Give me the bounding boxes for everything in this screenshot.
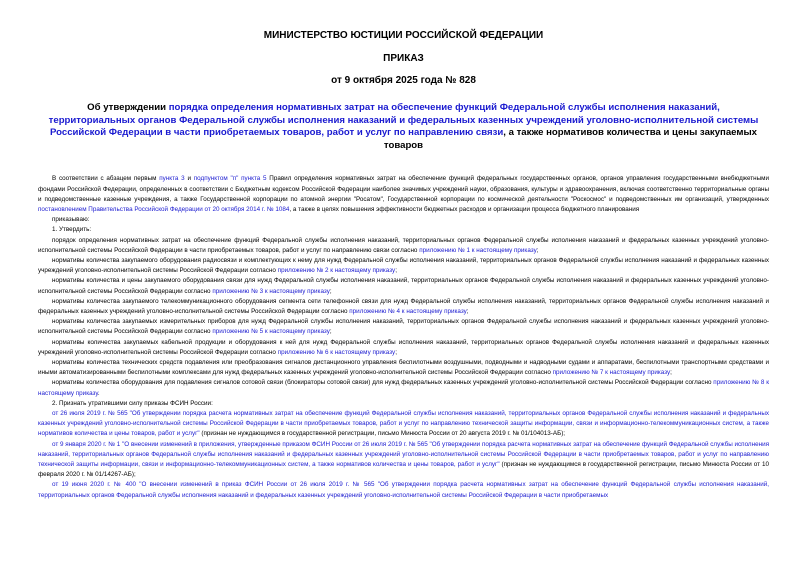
appendix-1-link[interactable]: приложению № 1 к настоящему приказу — [419, 246, 537, 254]
item-2-heading: 2. Признать утратившими силу приказы ФСИН России: — [52, 399, 213, 407]
approve-item-3: нормативы количества и цены закупаемого оборудования связи для нужд Федеральной службы исполнения наказаний, территориальных органов Федеральной службы исполнения наказаний и федеральных казенных учреждений уголовно-исполнительной системы Российской Федерации согласно приложению № 3 к настоящему приказу; — [38, 277, 769, 295]
title-prefix: Об утверждении — [87, 102, 169, 113]
appendix-4-link[interactable]: приложению № 4 к настоящему приказу — [349, 308, 467, 316]
appendix-2-link[interactable]: приложению № 2 к настоящему приказу — [277, 267, 396, 275]
government-decree-link[interactable]: постановлением Правительства Российской Федерации от 20 октября 2014 г. № 1084 — [38, 205, 290, 213]
approve-item-7: нормативы количества технических средств подавления или преобразования сигналов дистанционного управления беспилотными воздушными, подводными и надводными судами и аппаратами, беспилотными транспортными средствами и иными автоматизированными беспилотными комплексами для нужд федеральных казенных учреждений уголовно-исполнительной системы Российской Федерации согласно приложению № 7 к настоящему приказу; — [38, 359, 769, 377]
title-suffix: , а также нормативов количества и цены закупаемых товаров — [383, 127, 758, 151]
approve-item-1: порядок определения нормативных затрат на обеспечение функций Федеральной службы исполнения наказаний, территориальных органов Федеральной службы исполнения наказаний и федеральных казенных учреждений уголовно-исполнительной системы Российской Федерации в части приобретаемых товаров, работ и услуг по направлению связи согласно приложению № 1 к настоящему приказу; — [38, 236, 769, 254]
repealed-order-2: от 9 января 2020 г. № 1 "О внесении изменений в приложения, утвержденные приказом ФСИН России от 26 июля 2019 г. № 565 "Об утверждении порядка расчета нормативных затрат на обеспечение функций Федеральной службы исполнения наказаний, территориальных органов Федеральной службы исполнения наказаний и федеральных казенных учреждений уголовно-исполнительной системы Российской Федерации в части приобретаемых товаров, работ и услуг по направлению технической защиты информации, связи и информационно-телекоммуникационных систем, а также нормативов количества и цены товаров, работ и услуг" (признан не нуждающимся в государственной регистрации, письмо Минюста России от 10 февраля 2020 г. № 01/14267-АБ); — [38, 440, 769, 479]
item-1-heading: 1. Утвердить: — [52, 226, 92, 234]
order-date: от 9 октября 2025 года № 828 — [331, 75, 476, 86]
repealed-order-1: от 26 июля 2019 г. № 565 "Об утверждении порядка расчета нормативных затрат на обеспечение функций Федеральной службы исполнения наказаний, территориальных органов Федеральной службы исполнения наказаний и федеральных казенных учреждений уголовно-исполнительной системы Российской Федерации в части приобретаемых товаров, работ и услуг по направлению технической защиты информации, связи и информационно-телекоммуникационных систем, а также нормативов количества и цены товаров, работ и услуг" (признан не нуждающимся в государственной регистрации, письмо Минюста России от 20 августа 2019 г. № 01/104013-АБ); — [38, 410, 769, 438]
prikazyvayu-paragraph: приказываю: — [52, 216, 90, 224]
appendix-6-link[interactable]: приложению № 6 к настоящему приказу — [277, 348, 396, 356]
preamble-paragraph: В соответствии с абзацем первым пункта 3 и подпунктом "п" пункта 5 Правил определения нормативных затрат на обеспечение функций федеральных государственных органов, органов управления государственными внебюджетными фондами Российской Федерации, определенных в соответствии с Бюджетным кодексом Российской Федерации наиболее значимых учреждений науки, образования, культуры и здравоохранения, включая соответственно территориальные органы и подведомственные казенные учреждения, а также Государственной корпорации по атомной энергии "Росатом", Государственной корпорации по космической деятельности "Роскосмос" и подведомственных им организаций, утвержденных постановлением Правительства Российской Федерации от 20 октября 2014 г. № 1084, а также в целях повышения эффективности бюджетных расходов и организации процесса бюджетного планирования — [38, 175, 769, 213]
point-3-link[interactable]: пункта 3 — [159, 175, 185, 183]
appendix-5-link[interactable]: приложению № 5 к настоящему приказу — [212, 328, 330, 336]
order-title — [38, 102, 769, 152]
approve-item-6: нормативы количества закупаемых кабельной продукции и оборудования к ней для нужд Федеральной службы исполнения наказаний, территориальных органов Федеральной службы исполнения наказаний и федеральных казенных учреждений уголовно-исполнительной системы Российской Федерации согласно приложению № 6 к настоящему приказу; — [38, 338, 769, 356]
approve-item-5: нормативы количества закупаемых измерительных приборов для нужд Федеральной службы исполнения наказаний, территориальных органов Федеральной службы исполнения наказаний и федеральных казенных учреждений уголовно-исполнительной системы Российской Федерации согласно приложению № 5 к настоящему приказу; — [38, 318, 769, 336]
approve-item-8: нормативы количества оборудования для подавления сигналов сотовой связи (блокираторы сотовой связи) для нужд федеральных казенных учреждений уголовно-исполнительной системы Российской Федерации согласно приложению № 8 к настоящему приказу. — [38, 379, 769, 397]
title-procedure-link[interactable]: порядка определения нормативных затрат на обеспечение функций Федеральной службы исполнения наказаний, территориальных органов Федеральной службы исполнения наказаний и федеральных казенных учреждений уголовно-исполнительной системы Российской Федерации в части приобретаемых товаров, работ и услуг по направлению связи — [48, 102, 759, 139]
appendix-3-link[interactable]: приложению № 3 к настоящему приказу — [212, 287, 330, 295]
approve-item-2: нормативы количества закупаемого оборудования радиосвязи и комплектующих к нему для нужд Федеральной службы исполнения наказаний, территориальных органов Федеральной службы исполнения наказаний и федеральных казенных учреждений уголовно-исполнительной системы Российской Федерации согласно приложению № 2 к настоящему приказу; — [38, 257, 769, 275]
order-565-link[interactable]: от 26 июля 2019 г. № 565 "Об утверждении порядка расчета нормативных затрат на обеспечение функций Федеральной службы исполнения наказаний, территориальных органов Федеральной службы исполнения наказаний и федеральных казенных учреждений уголовно-исполнительной системы Российской Федерации в части приобретаемых товаров, работ и услуг по направлению технической защиты информации, связи и информационно-телекоммуникационных систем, а также нормативов количества и цены товаров, работ и услуг" — [38, 410, 769, 438]
order-body — [38, 174, 769, 501]
order-400-link[interactable]: от 19 июня 2020 г. № 400 "О внесении изменений в приказ ФСИН России от 26 июля 2019 г. № 565 "Об утверждении порядка расчета нормативных затрат на обеспечение функций Федеральной службы исполнения наказаний, территориальных органов Федеральной службы исполнения наказаний и федеральных казенных учреждений уголовно-исполнительной системы Российской Федерации в части приобретаемых — [38, 481, 769, 499]
approve-item-4: нормативы количества закупаемого телекоммуникационного оборудования сегмента сети телефонной связи для нужд Федеральной службы исполнения наказаний, территориальных органов Федеральной службы исполнения наказаний и федеральных казенных учреждений уголовно-исполнительной системы Российской Федерации согласно приложению № 4 к настоящему приказу; — [38, 297, 769, 316]
order-1-link[interactable]: от 9 января 2020 г. № 1 "О внесении изменений в приложения, утвержденные приказом ФСИН России от 26 июля 2019 г. № 565 "Об утверждении порядка расчета нормативных затрат на обеспечение функций Федеральной службы исполнения наказаний, территориальных органов Федеральной службы исполнения наказаний и федеральных казенных учреждений уголовно-исполнительной системы Российской Федерации в части приобретаемых товаров, работ и услуг по направлению технической защиты информации, связи и информационно-телекоммуникационных систем, а также нормативов количества и цены товаров, работ и услуг" — [38, 440, 769, 469]
appendix-8-link[interactable]: приложению № 8 к настоящему приказу — [38, 379, 769, 397]
ministry-name: МИНИСТЕРСТВО ЮСТИЦИИ РОССИЙСКОЙ ФЕДЕРАЦИИ — [263, 30, 544, 41]
order-heading: ПРИКАЗ — [383, 53, 424, 64]
repealed-order-3 — [38, 480, 769, 500]
appendix-7-link[interactable]: приложению № 7 к настоящему приказу — [552, 369, 671, 377]
subpoint-p-point-5-link[interactable]: подпунктом "п" пункта 5 — [193, 175, 267, 183]
